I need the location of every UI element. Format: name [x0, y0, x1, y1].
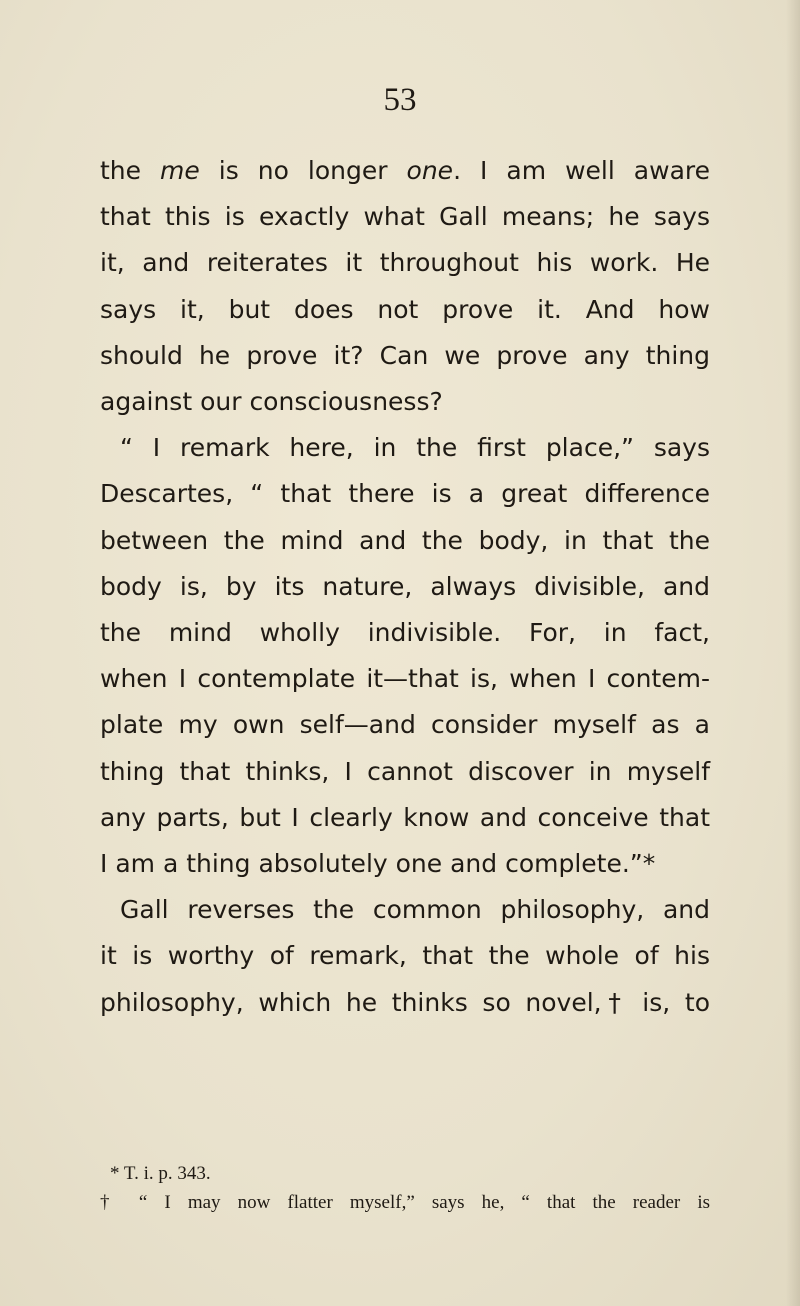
page-edge-shadow	[786, 0, 800, 1306]
text-line: philosophy, which he thinks so novel,† is, to	[100, 987, 710, 1017]
text-line: the me is no longer one. I am well aware	[100, 156, 710, 185]
text-line: “ I remark here, in the first place,” says	[120, 433, 710, 463]
page-number: 53	[383, 82, 417, 118]
text-line: it is worthy of remark, that the whole of his	[100, 941, 710, 971]
footnote: * T. i. p. 343.	[110, 1163, 211, 1184]
text-line: the mind wholly indivisible. For, in fact,	[100, 618, 710, 648]
text-line: should he prove it? Can we prove any thing	[100, 340, 710, 370]
text-line: when I contemplate it—that is, when I contem-	[100, 664, 710, 694]
text-line: any parts, but I clearly know and conceive that	[100, 802, 710, 832]
text-line: thing that thinks, I cannot discover in myself	[100, 756, 710, 786]
footnotes	[100, 1159, 710, 1217]
text-line: Descartes, “ that there is a great difference	[100, 479, 710, 509]
body-text	[100, 148, 710, 1026]
text-line: that this is exactly what Gall means; he says	[100, 202, 710, 232]
footnote: † “ I may now flatter myself,” says he, “ that the reader is	[100, 1192, 710, 1213]
text-line: Gall reverses the common philosophy, and	[120, 895, 710, 925]
text-line: against our consciousness?	[100, 387, 443, 417]
text-line: I am a thing absolutely one and complete.”*	[100, 849, 656, 879]
text-line: it, and reiterates it throughout his work. He	[100, 248, 710, 278]
text-line: between the mind and the body, in that the	[100, 525, 710, 555]
text-line: body is, by its nature, always divisible, and	[100, 571, 710, 601]
text-line: plate my own self—and consider myself as a	[100, 710, 710, 740]
text-line: says it, but does not prove it. And how	[100, 294, 710, 324]
